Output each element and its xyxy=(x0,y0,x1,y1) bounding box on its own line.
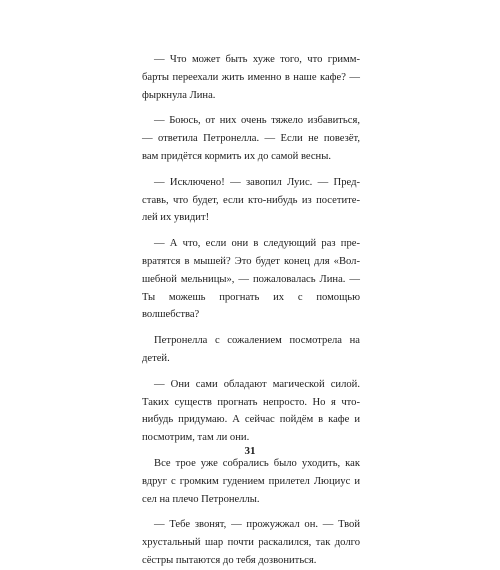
paragraph-8: — Тебе звонят, — прожужжал он. — Твой хрустальный шар почти раскалился, так долго сёстры пытаются до тебя дозвониться. xyxy=(142,519,360,566)
text-body xyxy=(142,51,360,570)
paragraph-1: — Что может быть хуже того, что гриммбарты переехали жить именно в наше кафе? — фыркнула Лина. xyxy=(142,54,360,101)
paragraph-6: — Они сами обладают магической силой. Таких существ прогнать непросто. Но я чтонибудь придумаю. А сейчас пойдём в кафе и посмотрим, там ли они. xyxy=(142,378,360,444)
paragraph-2: — Боюсь, от них очень тяжело избавиться, — ответила Петронелла. — Если не повезёт, вам придётся кормить их до самой весны. xyxy=(142,115,360,162)
paragraph-7: Все трое уже собрались было уходить, как вдруг с громким гудением прилетел Люциус и сел на плечо Петронеллы. xyxy=(142,457,360,505)
paragraph-4: — А что, если они в следующий раз превратятся в мышей? Это будет конец для «Волшебной мельницы», — пожаловалась Лина. — Ты можешь прогнать их с помощью волшебства? xyxy=(142,238,360,321)
page-number: 31 xyxy=(244,445,256,457)
paragraph-3: — Исключено! — завопил Луис. — Представь, что будет, если кто-нибудь из посетителей их увидит! xyxy=(142,176,360,224)
paragraph-5: Петронелла с сожалением посмотрела на детей. xyxy=(142,335,360,364)
